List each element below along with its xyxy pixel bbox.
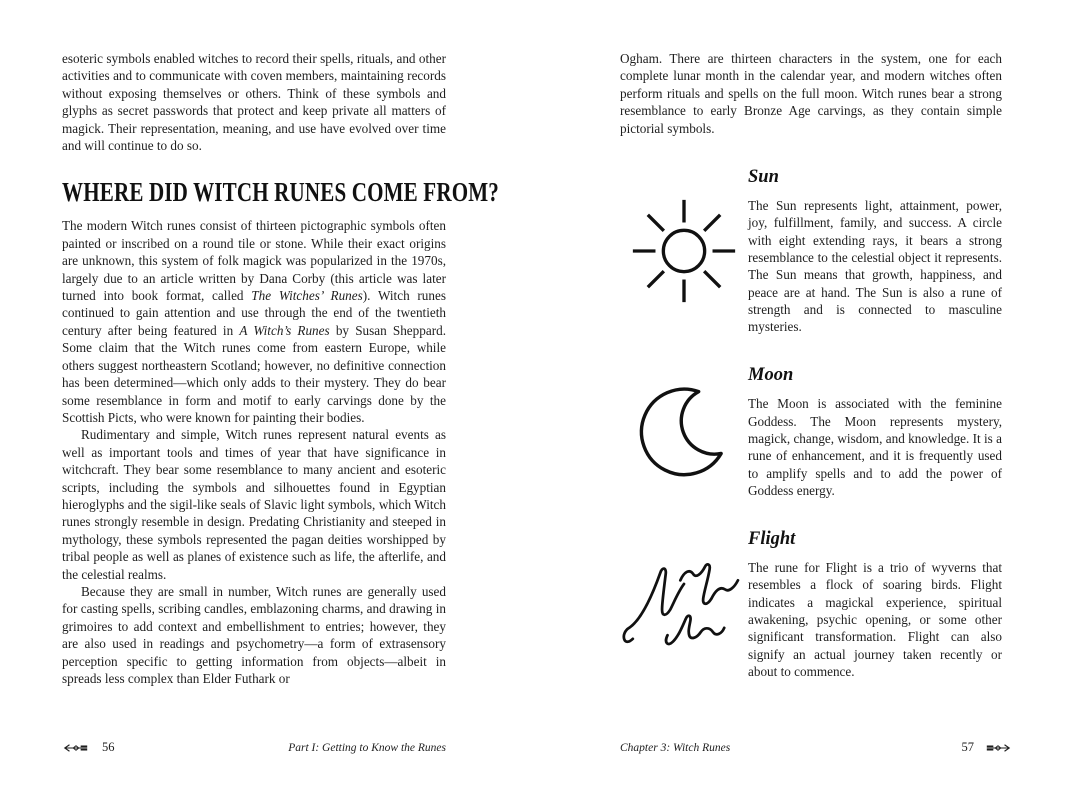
sun-rune-icon [625,192,743,310]
rune-description: The rune for Flight is a trio of wyverns that resembles a flock of soaring birds. Flight indicates a magickal experience, spiritual awakening, psychic opening, or some other significant transformation. Flight can also signify an actual journey taken recently or about to commence. [748,560,1002,679]
left-page-footer [62,740,446,755]
part-label: Part I: Getting to Know the Runes [288,741,446,754]
rune-description: The Moon is associated with the feminine Goddess. The Moon represents mystery, magick, change, wisdom, and knowledge. It is a rune of enhancement, and it is frequently used to amplify spells and to add the power of Goddess energy. [748,396,1002,498]
paragraph: esoteric symbols enabled witches to record their spells, rituals, and other activities and to communicate with coven members, maintaining records without exposing themselves or others. Think of these symbols and glyphs as secret passwords that protect and keep private all matters of magick. Their representation, meaning, and use have evolved over time and will continue to do so. [62,51,446,154]
rune-heading-sun: Sun [748,167,779,188]
rune-content [748,365,1002,499]
flight-rune-figure [620,529,748,680]
rune-content [748,167,1002,335]
page-number: 56 [102,740,115,754]
page-number: 57 [961,740,974,754]
page-title: WHERE DID WITCH RUNES COME FROM? [62,177,499,208]
moon-rune-figure [620,365,748,499]
flight-rune-icon [620,553,748,657]
right-page-footer [620,740,1012,755]
rune-section-flight [620,529,1002,680]
left-page [62,50,499,687]
paragraph: Ogham. There are thirteen characters in the system, one for each complete lunar month in the calendar year, and modern witches often perform rituals and spells on the full moon. Witch runes bear a strong resemblance to early Bronze Age carvings, as they contain simple pictorial symbols. [620,51,1002,136]
paragraph: Because they are small in number, Witch runes are generally used for casting spells, scribing candles, emblazoning charms, and drawing in grimoires to add context and embellishment to entries; however, they are also used in readings and psychometry—a form of extrasensory perception specific to getting information from objects—albeit in spreads less complex than Elder Futhark or [62,583,446,686]
moon-rune-icon [627,375,741,489]
arrow-ornament-left-icon [62,743,90,753]
chapter-label: Chapter 3: Witch Runes [620,741,731,754]
paragraph: The modern Witch runes consist of thirteen pictographic symbols often painted or inscribed on a round tile or stone. While their exact origins are unknown, this system of folk magick was popularized in the 1970s, largely due to an article written by Dana Corby (this article was later turned into book format, called The Witches’ Runes). Witch runes continued to gain attention and use through the end of the twentieth century after being featured in A Witch’s Runes by Susan Sheppard. Some claim that the Witch runes come from eastern Europe, while others suggest northeastern Scotland; however, no definitive connection has been determined—which only adds to their mystery. They do bear some resemblance in form and motif to early carvings done by the Scottish Picts, who were known for painting their bodies. [62,218,446,425]
rune-section-moon [620,365,1002,499]
sun-rune-figure [620,167,748,335]
paragraph: Rudimentary and simple, Witch runes represent natural events as well as important tools and times of year that have significance in witchcraft. They bear some resemblance to many ancient and esoteric scripts, including the symbols and silhouettes found in Egyptian hieroglyphs and the sigil-like seals of Slavic light symbols, which Witch runes strongly resemble in design. Predating Christianity and steeped in mythology, these symbols represented the pagan deities worshipped by tribal people as well as planes of existence such as life, the afterlife, and the celestial realms. [62,427,446,582]
rune-heading-moon: Moon [748,365,794,386]
arrow-ornament-right-icon [984,743,1012,753]
rune-heading-flight: Flight [748,529,796,550]
right-page [620,50,1002,680]
rune-description: The Sun represents light, attainment, power, joy, fulfillment, family, and success. A circle with eight extending rays, it bears a strong resemblance to the celestial object it represents. The Sun means that growth, happiness, and peace are at hand. The Sun is also a rune of strength and is connected to masculine mysteries. [748,198,1002,335]
rune-content [748,529,1002,680]
rune-section-sun [620,167,1002,335]
